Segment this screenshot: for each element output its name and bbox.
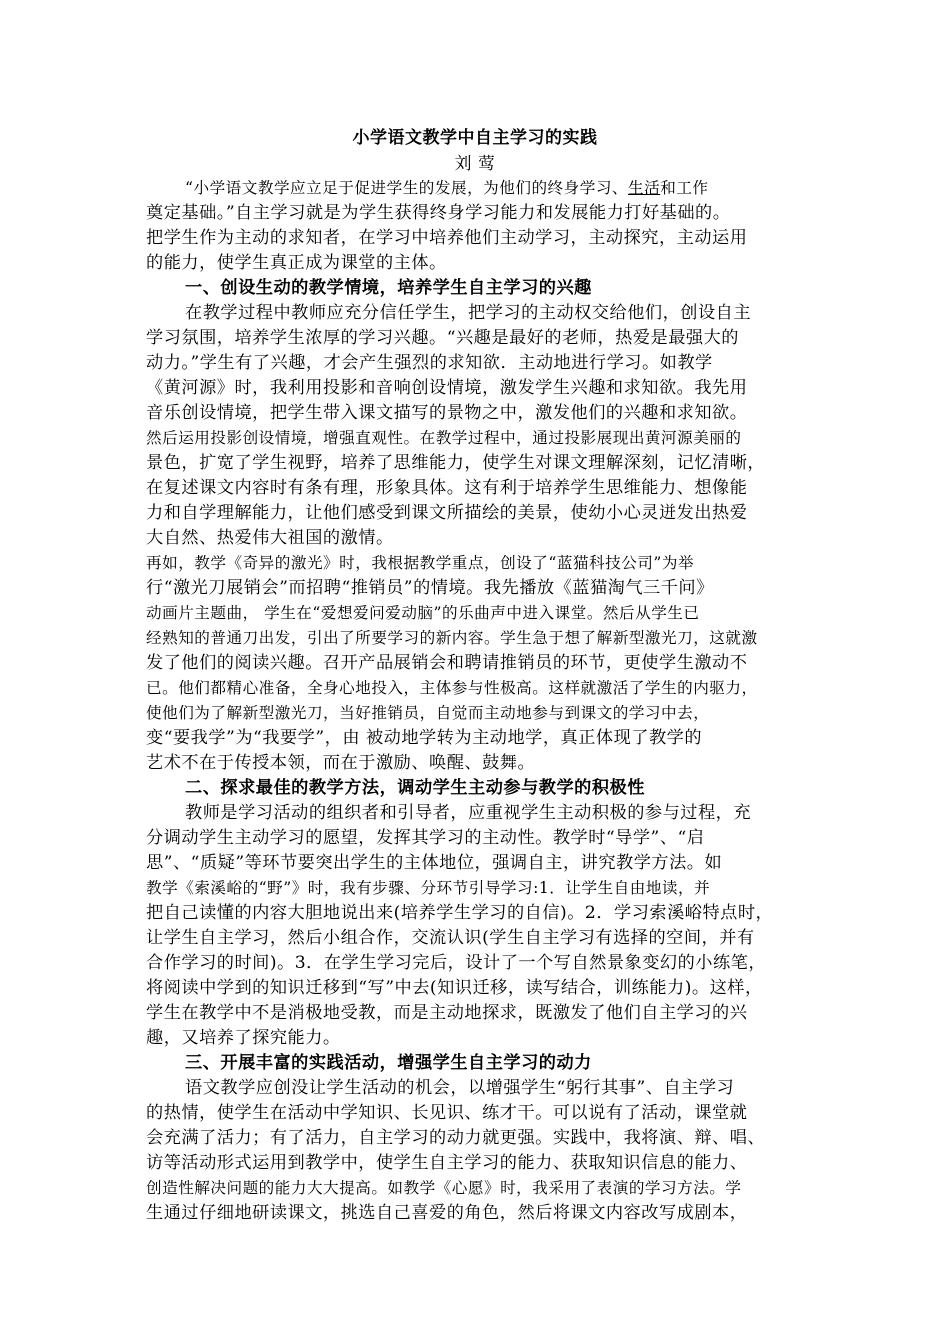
paragraph-line: 的能力，使学生真正成为课堂的主体。 bbox=[146, 253, 447, 273]
paragraph-line: 经熟知的普通刀出发，引出了所要学习的新内容。学生急于想了解新型激光刀，这就激 bbox=[146, 629, 758, 647]
paragraph-line: 学习氛围，培养学生浓厚的学习兴趣。“兴趣是最好的老师，热爱是最强大的 bbox=[146, 328, 739, 348]
paragraph-line: 的热情，使学生在活动中学知识、长见识、练才干。可以说有了活动，课堂就 bbox=[146, 1103, 748, 1123]
section-heading: 三、开展丰富的实践活动，增强学生自主学习的动力 bbox=[185, 1053, 592, 1073]
paragraph-line: 创造性解决问题的能力大大提高。如教学《心愿》时，我采用了表演的学习方法。学 bbox=[146, 1179, 742, 1197]
section-heading: 二、探求最佳的教学方法，调动学生主动参与教学的积极性 bbox=[185, 778, 645, 798]
paragraph-line: 趣，又培养了探究能力。 bbox=[146, 1028, 341, 1048]
paragraph-line: 教学《索溪峪的“野”》时，我有步骤、分环节引导学习:1．让学生自由地读，并 bbox=[146, 879, 711, 897]
paragraph-line: 景色，扩宽了学生视野，培养了思维能力，使学生对课文理解深刻，记忆清晰， bbox=[146, 453, 766, 473]
paragraph-line: 教师是学习活动的组织者和引导者，应重视学生主动积极的参与过程，充 bbox=[185, 803, 752, 823]
paragraph-line: 把学生作为主动的求知者，在学习中培养他们主动学习，主动探究，主动运用 bbox=[146, 228, 748, 248]
paragraph-line: 发了他们的阅读兴趣。召开产品展销会和聘请推销员的环节，更使学生激动不 bbox=[146, 653, 748, 673]
underlined-word: 生活 bbox=[628, 179, 661, 197]
paragraph-line: 动力。”学生有了兴趣，才会产生强烈的求知欲．主动地进行学习。如教学 bbox=[146, 353, 713, 373]
paragraph-line: 使他们为了解新型激光刀，当好推销员，自觉而主动地参与到课文的学习中去， bbox=[146, 704, 710, 722]
paragraph-line: 在教学过程中教师应充分信任学生，把学习的主动权交给他们，创设自主 bbox=[185, 303, 752, 323]
paragraph-line: 会充满了活力；有了活力，自主学习的动力就更强。实践中，我将演、辩、唱、 bbox=[146, 1128, 766, 1148]
paragraph-line: 动画片主题曲， 学生在“爱想爱问爱动脑”的乐曲声中进入课堂。然后从学生已 bbox=[146, 604, 700, 622]
paragraph-line: 音乐创设情境，把学生带入课文描写的景物之中，激发他们的兴趣和求知欲。 bbox=[146, 403, 748, 423]
paragraph-line: 思”、“质疑”等环节要突出学生的主体地位，强调自主，讲究教学方法。如 bbox=[146, 853, 723, 873]
paragraph-line: 《黄河源》时，我利用投影和音响创设情境，激发学生兴趣和求知欲。我先用 bbox=[146, 378, 748, 398]
paragraph-line: 力和自学理解能力，让他们感受到课文所描绘的美景，使幼小心灵迸发出热爱 bbox=[146, 503, 748, 523]
paragraph-line: 把自己读懂的内容大胆地说出来(培养学生学习的自信)。2．学习索溪峪特点时， bbox=[146, 903, 774, 923]
paragraph-line: 访等活动形式运用到教学中，使学生自主学习的能力、获取知识信息的能力、 bbox=[146, 1153, 748, 1173]
paragraph-line: 语文教学应创没让学生活动的机会，以增强学生“躬行其事”、自主学习 bbox=[185, 1078, 735, 1098]
paragraph-line: 将阅读中学到的知识迁移到“写”中去(知识迁移，读写结合，训练能力)。这样， bbox=[146, 978, 763, 998]
paragraph-line: 让学生自主学习，然后小组合作，交流认识(学生自主学习有选择的空间，并有 bbox=[146, 928, 755, 948]
paragraph-line: 再如，教学《奇异的激光》时，我根据教学重点，创设了“蓝猫科技公司”为举 bbox=[146, 554, 695, 572]
paragraph-line: 艺术不在于传授本领，而在于激励、唤醒、鼓舞。 bbox=[146, 753, 536, 773]
paragraph-line: 学生在教学中不是消极地受教，而是主动地探求，既激发了他们自主学习的兴 bbox=[146, 1003, 748, 1023]
paragraph-line: 合作学习的时间)。3．在学生学习完后，设计了一个写自然景象变幻的小练笔， bbox=[146, 953, 767, 973]
paragraph-line: 变“要我学”为“我要学”，由 被动地学转为主动地学，真正体现了教学的 bbox=[146, 728, 703, 748]
section-heading: 一、创设生动的教学情境，培养学生自主学习的兴趣 bbox=[185, 278, 592, 298]
paragraph-line: 大自然、热爱伟大祖国的激情。 bbox=[146, 528, 394, 548]
paragraph-line: “小学语文教学应立足于促进学生的发展，为他们的终身学习、生活和工作 bbox=[185, 179, 709, 197]
paragraph-line: 生通过仔细地研读课文，挑选自己喜爱的角色，然后将课文内容改写成剧本， bbox=[146, 1203, 748, 1223]
paragraph-line: 已。他们都精心准备，全身心地投入，主体参与性极高。这样就激活了学生的内驱力， bbox=[146, 679, 758, 697]
paragraph-line: 奠定基础。”自主学习就是为学生获得终身学习能力和发展能力打好基础的。 bbox=[146, 203, 731, 223]
paragraph-line: 行“激光刀展销会”而招聘“推销员”的情境。我先播放《蓝猫淘气三千问》 bbox=[146, 578, 714, 598]
paragraph-line: 然后运用投影创设情境，增强直观性。在教学过程中，通过投影展现出黄河源美丽的 bbox=[146, 429, 742, 447]
document-author: 刘 莺 bbox=[454, 154, 496, 174]
document-title: 小学语文教学中自主学习的实践 bbox=[352, 128, 598, 148]
paragraph-line: 在复述课文内容时有条有理，形象具体。这有利于培养学生思维能力、想像能 bbox=[146, 478, 748, 498]
paragraph-line: 分调动学生主动学习的愿望，发挥其学习的主动性。教学时“导学”、“启 bbox=[146, 828, 705, 848]
